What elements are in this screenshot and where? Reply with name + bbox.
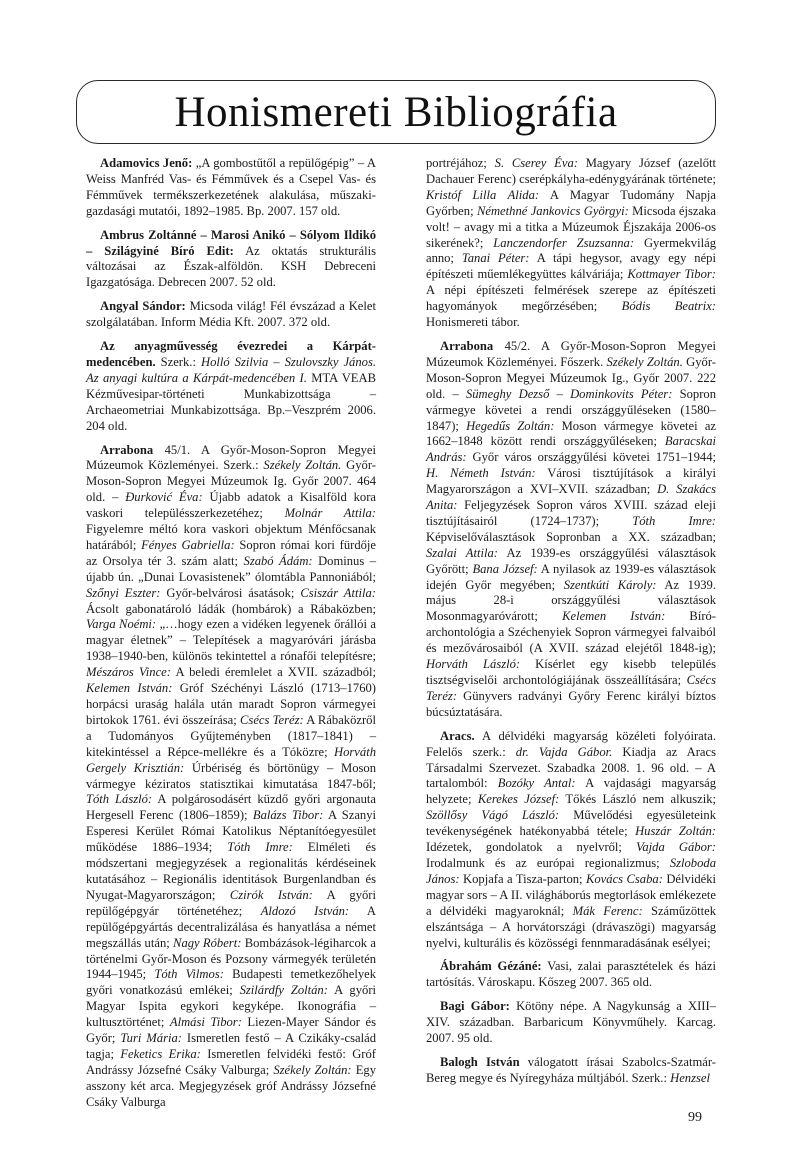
- bibliography-entry: [86, 339, 376, 434]
- entry-author-or-title: Székely Zoltán.: [263, 458, 342, 473]
- entry-text: Feljegyzések Sopron város XVIII. század eleji tisztújításairól (1724–1737);: [426, 498, 716, 528]
- bibliography-entry: [86, 156, 376, 220]
- entry-author-or-title: Aldozó István:: [260, 903, 350, 918]
- entry-text: Sopron vármegye követei a rendi országgyűléseken (1580–1847);: [426, 386, 716, 433]
- entry-text: Újabb adatok a Kisalföld kora vaskori településszerkezetéhez;: [86, 490, 376, 521]
- entry-author-or-title: Nagy Róbert:: [173, 935, 242, 950]
- bibliography-entry: [426, 339, 716, 721]
- entry-heading: Balogh István: [440, 1054, 520, 1069]
- entry-text: A vajdasági magyarság helyzete;: [426, 776, 717, 807]
- entry-author-or-title: Holló Szilvia – Szulovszky János. Az anyagi kultúra a Kárpát-medencében I.: [86, 354, 376, 385]
- entry-text: Úrbériség és börtönügy – Moson vármegye kéziratos statisztikai kimutatása 1847-ből;: [86, 760, 376, 791]
- entry-heading: Ábrahám Gézáné:: [440, 959, 542, 974]
- entry-text: Sopron római kori fürdője az Orsolya tér 3. szám alatt;: [86, 537, 376, 568]
- entry-heading: Az anyagművesség évezredei a Kárpát-medencében.: [86, 339, 376, 369]
- entry-text: Günyvers radványi Győry Ferenc királyi bíztos búcsúztatására.: [426, 688, 716, 719]
- entry-author-or-title: Kovács Csaba:: [585, 871, 663, 886]
- entry-author-or-title: S. Cserey Éva:: [494, 156, 578, 170]
- entry-author-or-title: Székely Zoltán:: [273, 1062, 352, 1077]
- entry-author-or-title: Szabó Ádám:: [243, 553, 313, 568]
- entry-author-or-title: Huszár Zoltán:: [635, 824, 716, 839]
- entry-heading: Ambrus Zoltánné – Marosi Anikó – Sólyom Ildikó – Szilágyiné Bíró Edit:: [86, 227, 376, 258]
- entry-text: Micsoda világ! Fél évszázad a Kelet szolgálatában. Inform Média Kft. 2007. 372 old.: [86, 299, 376, 330]
- entry-text: Idézetek, gondolatok a nyelvről;: [426, 840, 637, 855]
- entry-author-or-title: D. Szakács Anita:: [426, 482, 716, 513]
- right-column: [426, 156, 716, 1095]
- entry-text: Dominus – újabb ún. „Dunai Lovasistenek” ólomtábla Pannoniából;: [86, 553, 376, 584]
- entry-author-or-title: Tóth Vilmos:: [154, 967, 224, 982]
- entry-author-or-title: dr. Vajda Gábor.: [515, 744, 613, 759]
- entry-text: Ácsolt gabonatároló ládák (hombárok) a Rábaközben;: [86, 601, 376, 616]
- entry-author-or-title: Vajda Gábor:: [636, 840, 716, 855]
- entry-text: Bíró-archontológia a Széchenyiek Sopron vármegyei falvaiból és mezővárosaiból (A XVII. század elejétől 1848-ig);: [426, 609, 716, 656]
- entry-author-or-title: Tóth Imre:: [632, 513, 716, 528]
- entry-author-or-title: Kristóf Lilla Alida:: [426, 187, 540, 202]
- entry-text: Bombázások-légiharcok a történelmi Győr-Moson és Pozsony vármegyék területén 1944–1945;: [86, 935, 376, 982]
- entry-text: Szerk.:: [155, 354, 201, 369]
- entry-text: MTA VEAB Kézművesipar-történeti Munkabizottsága – Archaeometriai Munkabizottsága. Bp.–Veszprém 2006. 204 old.: [86, 370, 376, 433]
- entry-author-or-title: Székely Zoltán.: [606, 354, 683, 369]
- entry-text: Művelődési egyesületeink tevékenységének hatékonyabbá tétele;: [426, 808, 716, 839]
- entry-author-or-title: Henzsel: [670, 1070, 710, 1085]
- entry-text: A tápi hegysor, avagy egy népi építészeti műemlékegyüttes kálváriája;: [426, 251, 716, 282]
- entry-text: A népi építészeti felmérések szerepe az építészeti hagyományok megőrzésében;: [426, 283, 716, 314]
- entry-text: Egy asszony két arca. Megjegyzések gróf Andrássy Józsefné Csáky Valburga: [86, 1062, 377, 1109]
- entry-author-or-title: Csécs Teréz:: [240, 712, 304, 727]
- entry-text: Kiadja az Aracs Társadalmi Szervezet. Szabadka 2008. 1. 96 old. – A tartalomból:: [426, 744, 716, 791]
- entry-text: Irodalmunk és az európai regionalizmus;: [426, 855, 670, 870]
- entry-author-or-title: Némethné Jankovics Györgyi:: [476, 203, 629, 218]
- entry-text: Figyelemre méltó kora vaskori objektum Ménfőcsanak határából;: [86, 522, 376, 552]
- entry-text: A Szanyi Esperesi Kerület Római Katolikus Néptanítóegyesület működése 1886–1934;: [86, 808, 377, 855]
- bibliography-entry: [426, 999, 716, 1047]
- entry-author-or-title: Mészáros Vince:: [86, 665, 171, 680]
- entry-text: Magyary József (azelőtt Dachauer Ferenc) cserépkályha-edénygyárának története;: [426, 156, 716, 186]
- bibliography-entry: [426, 959, 716, 991]
- entry-text: Városi tisztújítások a királyi Magyarországon a XVI–XVII. században;: [426, 466, 716, 497]
- entry-text: Elméleti és módszertani megjegyzések a regionalitás kérdéseinek kutatásához – Regionális identitások Burgenlandban és Nyugat-Magyarországon;: [86, 840, 376, 902]
- entry-text: Moson vármegye követei az 1662–1848 között rendi országgyűléseken;: [426, 418, 717, 449]
- entry-text: Képviselőválasztások Sopronban a XX. században;: [426, 529, 716, 544]
- entry-text: A beledi éremlelet a XVII. századból;: [170, 665, 376, 680]
- bibliography-entry: [426, 729, 716, 952]
- entry-text: Győr-belvárosi ásatások;: [160, 585, 301, 600]
- bibliography-entry: [426, 156, 716, 331]
- entry-heading: Aracs.: [440, 728, 475, 743]
- bibliography-entry: [86, 299, 376, 331]
- entry-text: Micsoda éjszaka volt! – avagy mi a titka a Múzeumok Éjszakája 2006-os sikerének?;: [426, 203, 716, 250]
- entry-author-or-title: Kottmayer Tibor:: [627, 267, 716, 282]
- entry-author-or-title: Szloboda János:: [426, 855, 716, 886]
- entry-author-or-title: Molnár Attila:: [284, 506, 376, 521]
- entry-text: Budapesti temetkezőhelyek győri vonatkozású emlékei;: [86, 967, 376, 998]
- entry-author-or-title: H. Németh István:: [426, 466, 536, 481]
- entry-author-or-title: Kelemen István:: [562, 609, 666, 624]
- entry-text: 45/1. A Győr-Moson-Sopron Megyei Múzeumok Közleményei. Szerk.:: [86, 442, 376, 473]
- entry-text: Kötöny népe. A Nagykunság a XIII–XIV. században. Barbaricum Könyvműhely. Karcag. 2007. 95 old.: [426, 999, 716, 1046]
- entry-text: Ismeretlen festő – A Czikáky-család tagja;: [86, 1031, 376, 1061]
- bibliography-entry: [86, 228, 376, 292]
- entry-author-or-title: Tóth László:: [86, 792, 153, 807]
- bibliography-entry: [426, 1055, 716, 1087]
- entry-heading: Arrabona: [440, 338, 494, 353]
- entry-text: 45/2. A Győr-Moson-Sopron Megyei Múzeumok Közleményei. Főszerk.: [426, 338, 716, 369]
- entry-author-or-title: Kerekes József:: [477, 792, 560, 807]
- entry-text: Kopjafa a Tisza-parton;: [459, 871, 586, 886]
- entry-author-or-title: Bana József:: [472, 561, 538, 576]
- entry-text: Vasi, zalai parasztételek és házi tartósítás. Városkapu. Kőszeg 2007. 365 old.: [426, 959, 716, 990]
- entry-author-or-title: Mák Ferenc:: [572, 903, 643, 918]
- entry-text: Honismereti tábor.: [426, 315, 520, 330]
- entry-author-or-title: Csécs Teréz:: [426, 673, 716, 703]
- bibliography-entry: [86, 443, 376, 1111]
- entry-author-or-title: Hegedűs Zoltán:: [466, 418, 555, 433]
- entry-author-or-title: Balázs Tibor:: [252, 808, 324, 823]
- entry-text: Kísérlet egy kisebb település tisztségviselői archontológiájának összeállítására;: [426, 657, 716, 687]
- entry-author-or-title: Almási Tibor:: [169, 1015, 242, 1030]
- entry-text: válogatott írásai Szabolcs-Szatmár-Bereg megye és Nyíregyháza múltjából. Szerk.:: [426, 1054, 716, 1085]
- entry-text: Gyermekvilág anno;: [426, 235, 716, 266]
- entry-author-or-title: Szentkúti Károly:: [563, 577, 657, 592]
- page-title: Honismereti Bibliográfia: [174, 88, 618, 136]
- entry-author-or-title: Bozóky Antal:: [497, 776, 576, 791]
- entry-text: A győri repülőgépgyár történetéhez;: [86, 887, 376, 918]
- entry-text: Győr város országgyűlési követei 1751–1944;: [466, 450, 716, 465]
- entry-author-or-title: Đurković Éva:: [125, 490, 203, 505]
- entry-author-or-title: Varga Noémi:: [86, 617, 157, 632]
- entry-author-or-title: Szőnyi Eszter:: [86, 585, 161, 600]
- entry-author-or-title: Lanczendorfer Zsuzsanna:: [493, 235, 635, 250]
- entry-heading: Angyal Sándor:: [100, 299, 186, 314]
- entry-author-or-title: Bódis Beatrix:: [621, 299, 716, 314]
- entry-author-or-title: Horváth Gergely Krisztián:: [86, 744, 376, 775]
- entry-text: Délvidéki magyar sors – A II. világháborús megtorlások emlékezete a délvidéki magyaroknál;: [426, 871, 716, 918]
- entry-author-or-title: Feketics Erika:: [120, 1046, 201, 1061]
- entry-text: Győr-Moson-Sopron Megyei Múzeumok Ig. Győr 2007. 464 old. –: [86, 458, 376, 505]
- page-number: 99: [688, 1110, 702, 1125]
- entry-text: Az 1939-es országgyűlési választások Győrött;: [426, 545, 716, 576]
- entry-author-or-title: Tóth Imre:: [227, 840, 293, 855]
- entry-author-or-title: Turi Mária:: [120, 1031, 182, 1046]
- entry-text: „…hogy ezen a vidéken legyenek őrállói a magyar életnek” – Telepítések a magyaróvári járásba 1938–1940-ben, különös tekintettel a rónafői telepítésre;: [86, 617, 377, 664]
- entry-text: A Rábaközről a Tudományos Gyűjteményben (1817–1841) – kitekintéssel a Répce-mellékre és a Tóközre;: [86, 712, 376, 759]
- entry-heading: Arrabona: [100, 442, 154, 457]
- entry-text: Gróf Széchényi László (1713–1760) horpácsi uraság halála után maradt Sopron vármegyei birtokok 1761. évi összeírása;: [86, 681, 376, 727]
- entry-heading: Adamovics Jenő:: [100, 156, 193, 170]
- entry-author-or-title: Baracskai András:: [426, 434, 716, 465]
- entry-author-or-title: Csiszár Attila:: [300, 585, 376, 600]
- entry-text: Győr-Moson-Sopron Megyei Múzeumok Ig., Győr 2007. 222 old. –: [426, 354, 716, 401]
- entry-text: A polgárosodásért küzdő győri argonauta Hergesell Ferenc (1806–1859);: [86, 792, 376, 823]
- entry-text: Ismeretlen felvidéki festő: Gróf Andrássy Józsefné Csáky Valburga;: [86, 1046, 376, 1077]
- entry-text: A győri Magyar Ispita egykori kegyképe. Ikonográfia – kultusztörténet;: [86, 983, 377, 1030]
- left-column: [86, 156, 376, 1119]
- entry-author-or-title: Sümeghy Dezső – Dominkovits Péter:: [465, 386, 673, 401]
- entry-author-or-title: Kelemen István:: [86, 681, 173, 696]
- entry-text: „A gombostűtől a repülőgépig” – A Weiss Manfréd Vas- és Fémművek és a Csepel Vas- és Fémművek termékszerkezetének alakulása, műszaki-gazdasági mutatói, 1892–1985. Bp. 2007. 157 old.: [86, 156, 377, 218]
- entry-text: A délvidéki magyarság közéleti folyóirata. Felelős szerk.:: [426, 728, 716, 759]
- entry-text: A repülőgépgyártás decentralizálása és hanyatlása a német megszállás után;: [86, 903, 376, 950]
- entry-text: A Magyar Tudomány Napja Győrben;: [426, 187, 716, 218]
- entry-text: portréjához;: [426, 156, 495, 170]
- entry-text: Tőkés László nem alkuszik;: [559, 792, 716, 807]
- entry-text: Az oktatás strukturális változásai az Észak-alföldön. KSH Debreceni Igazgatósága. Debrecen 2007. 52 old.: [86, 243, 376, 290]
- entry-text: Liezen-Mayer Sándor és Győr;: [86, 1015, 376, 1046]
- entry-author-or-title: Czirók István:: [229, 887, 313, 902]
- entry-text: Száműzöttek elszántsága – A horvátországi (drávaszögi) magyarság nyelvi, kulturális és közösségi fennmaradásának esélyei;: [426, 903, 716, 950]
- entry-author-or-title: Szilárdfy Zoltán:: [239, 983, 328, 998]
- title-box: [76, 80, 716, 144]
- entry-author-or-title: Horváth László:: [426, 657, 521, 672]
- entry-text: A nyilasok az 1939-es választások idején Győr megyében;: [426, 561, 716, 592]
- entry-text: Az 1939. május 28-i országgyűlési választások Mosonmagyaróvárott;: [426, 577, 717, 624]
- entry-author-or-title: Szöllősy Vágó László:: [426, 808, 560, 823]
- entry-author-or-title: Tanai Péter:: [461, 251, 530, 266]
- entry-author-or-title: Fényes Gabriella:: [141, 537, 235, 552]
- entry-author-or-title: Szalai Attila:: [426, 545, 498, 560]
- entry-heading: Bagi Gábor:: [440, 999, 510, 1014]
